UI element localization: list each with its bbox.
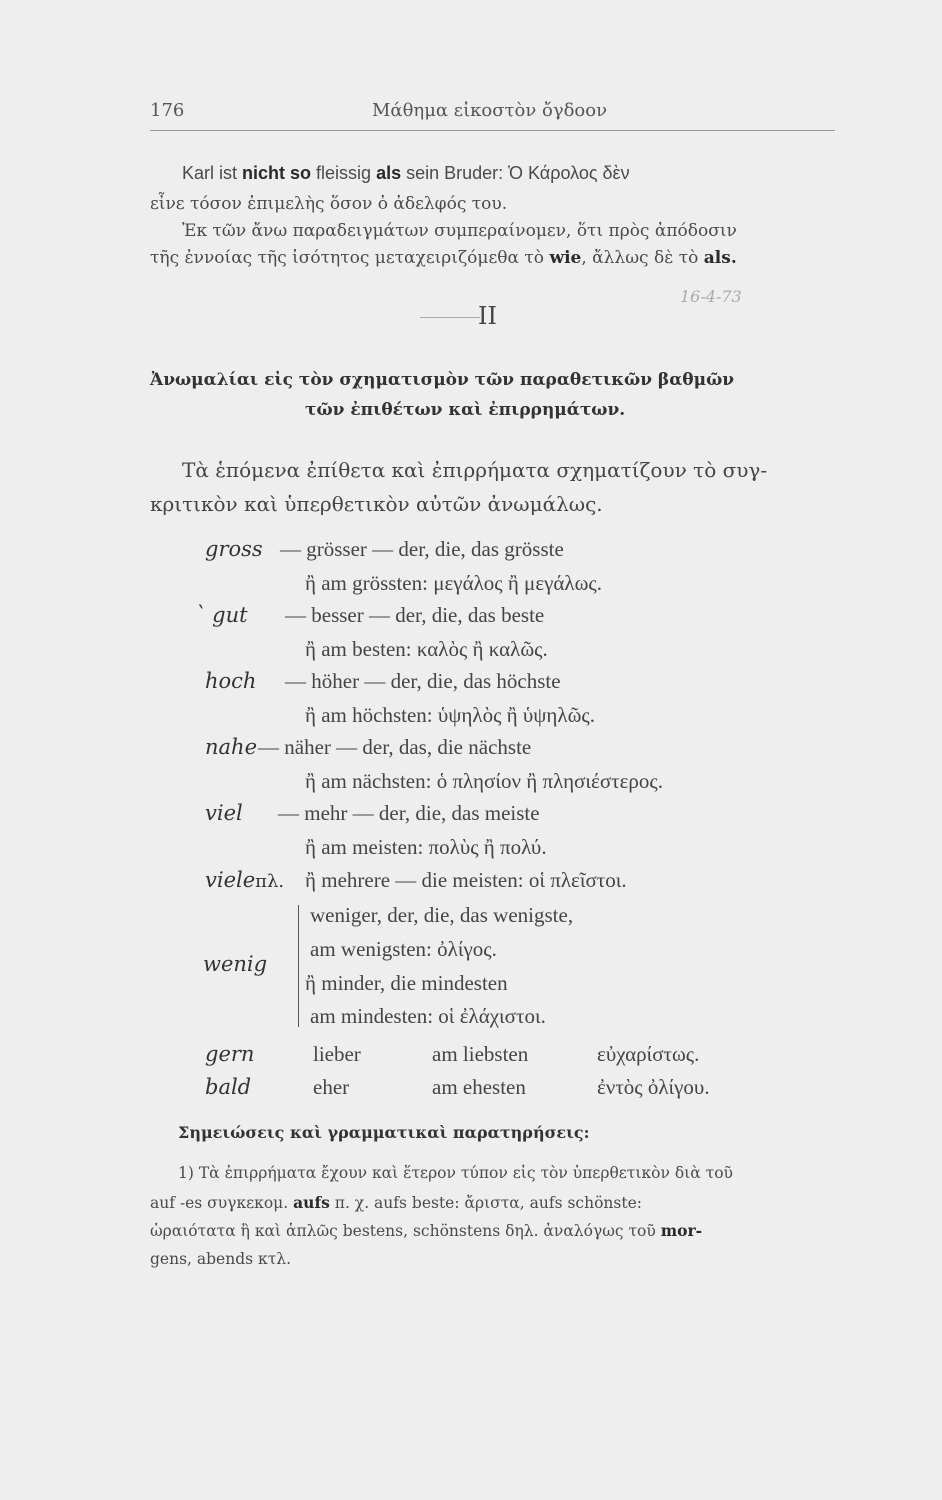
entry-superlative: ἢ am höchsten: ὑψηλὸς ἢ ὑψηλῶς.	[305, 703, 595, 727]
bracket-line: weniger, der, die, das wenigste,	[310, 903, 574, 927]
paragraph-line-4	[150, 248, 737, 268]
section-heading-line-1: Ἀνωμαλίαι εἰς τὸν σχηματισμὸν τῶν παραθετικῶν βαθμῶν	[150, 370, 735, 390]
superlative-cell: am liebsten	[432, 1042, 529, 1066]
entry-superlative: ἢ am nächsten: ὁ πλησίον ἢ πλησιέστερος.	[305, 769, 663, 793]
bold-span: als.	[703, 248, 737, 268]
word-span: viele	[205, 868, 256, 892]
pencil-stroke	[420, 317, 480, 318]
entry-comparative: — höher — der, die, das höchste	[285, 669, 561, 693]
note-line-4: gens, abends κτλ.	[150, 1250, 292, 1268]
header-rule	[150, 130, 835, 131]
text-span: τῆς ἐννοίας τῆς ἰσότητος μεταχειριζόμεθα τὸ	[150, 248, 550, 268]
entry-word: hoch	[205, 669, 257, 693]
entry-superlative: ἢ am grössten: μεγάλος ἢ μεγάλως.	[305, 571, 602, 595]
entry-superlative: ἢ am meisten: πολὺς ἢ πολύ.	[305, 835, 547, 859]
abbrev-span: πλ.	[255, 871, 285, 892]
text-span: auf -es συγκεκομ.	[150, 1194, 294, 1212]
note-line-1: 1) Τὰ ἐπιρρήματα ἔχουν καὶ ἕτερον τύπον εἰς τὸν ὑπερθετικὸν διὰ τοῦ	[178, 1164, 733, 1182]
bold-span: wie	[549, 248, 582, 268]
paragraph-line-2: εἶνε τόσον ἐπιμελὴς ὅσον ὁ ἀδελφός του.	[150, 194, 508, 214]
greek-cell: ἐντὸς ὀλίγου.	[597, 1075, 710, 1099]
text-span: Karl ist	[182, 163, 243, 183]
entry-word: bald	[205, 1075, 252, 1099]
entry-comparative: — besser — der, die, das beste	[285, 603, 545, 627]
intro-line-2: κριτικὸν καὶ ὑπερθετικὸν αὐτῶν ἀνωμάλως.	[150, 492, 603, 516]
entry-comparative: ἢ mehrere — die meisten: οἱ πλεῖστοι.	[305, 868, 627, 892]
text-span: , ἄλλως δὲ τὸ	[581, 248, 704, 268]
entry-comparative: — grösser — der, die, das grösste	[280, 537, 564, 561]
text-span: sein Bruder: Ὁ Κάρολος δὲν	[401, 163, 630, 183]
bold-span: aufs	[293, 1193, 330, 1212]
entry-superlative: ἢ am besten: καλὸς ἢ καλῶς.	[305, 637, 548, 661]
bold-span: als	[376, 163, 402, 183]
entry-word: ` gut	[195, 603, 248, 627]
paragraph-line-1	[182, 163, 630, 184]
entry-word: viel	[205, 801, 243, 825]
running-title: Μάθημα εἰκοστὸν ὄγδοον	[372, 100, 608, 121]
text-span: fleissig	[311, 163, 377, 183]
note-line-2	[150, 1193, 642, 1212]
intro-line-1: Τὰ ἑπόμενα ἐπίθετα καὶ ἐπιρρήματα σχηματίζουν τὸ συγ-	[182, 458, 768, 482]
entry-comparative: — näher — der, das, die nächste	[258, 735, 532, 759]
notes-heading: Σημειώσεις καὶ γραμματικαὶ παρατηρήσεις:	[178, 1123, 590, 1142]
entry-word: nahe	[205, 735, 257, 759]
paragraph-line-3: Ἐκ τῶν ἄνω παραδειγμάτων συμπεραίνομεν, ὅτι πρὸς ἀπόδοσιν	[182, 221, 737, 241]
bold-span: nicht so	[242, 163, 312, 183]
page-number: 176	[150, 100, 185, 121]
superlative-cell: am ehesten	[432, 1075, 526, 1099]
bracket-line: ἢ minder, die mindesten	[305, 971, 508, 995]
comparative-cell: eher	[313, 1075, 350, 1099]
bracket-line: am wenigsten: ὀλίγος.	[310, 937, 497, 961]
entry-word: gross	[205, 537, 263, 561]
bold-span: mor-	[660, 1221, 703, 1240]
entry-word	[205, 868, 284, 892]
section-numeral: II	[478, 302, 497, 330]
entry-word: wenig	[203, 952, 268, 976]
text-span: π. χ. aufs beste: ἄριστα, aufs schönste:	[329, 1194, 642, 1212]
text-span: ὡραιότατα ἢ καὶ ἁπλῶς bestens, schönstens δηλ. ἀναλόγως τοῦ	[150, 1222, 661, 1240]
pencil-annotation: 16-4-73	[680, 287, 742, 306]
brace	[298, 905, 299, 1027]
comparative-cell: lieber	[313, 1042, 361, 1066]
note-line-3	[150, 1221, 702, 1240]
greek-cell: εὐχαρίστως.	[597, 1042, 700, 1066]
section-heading-line-2: τῶν ἐπιθέτων καὶ ἐπιρρημάτων.	[305, 400, 626, 420]
entry-comparative: — mehr — der, die, das meiste	[278, 801, 540, 825]
bracket-line: am mindesten: οἱ ἐλάχιστοι.	[310, 1004, 546, 1028]
entry-word: gern	[205, 1042, 255, 1066]
